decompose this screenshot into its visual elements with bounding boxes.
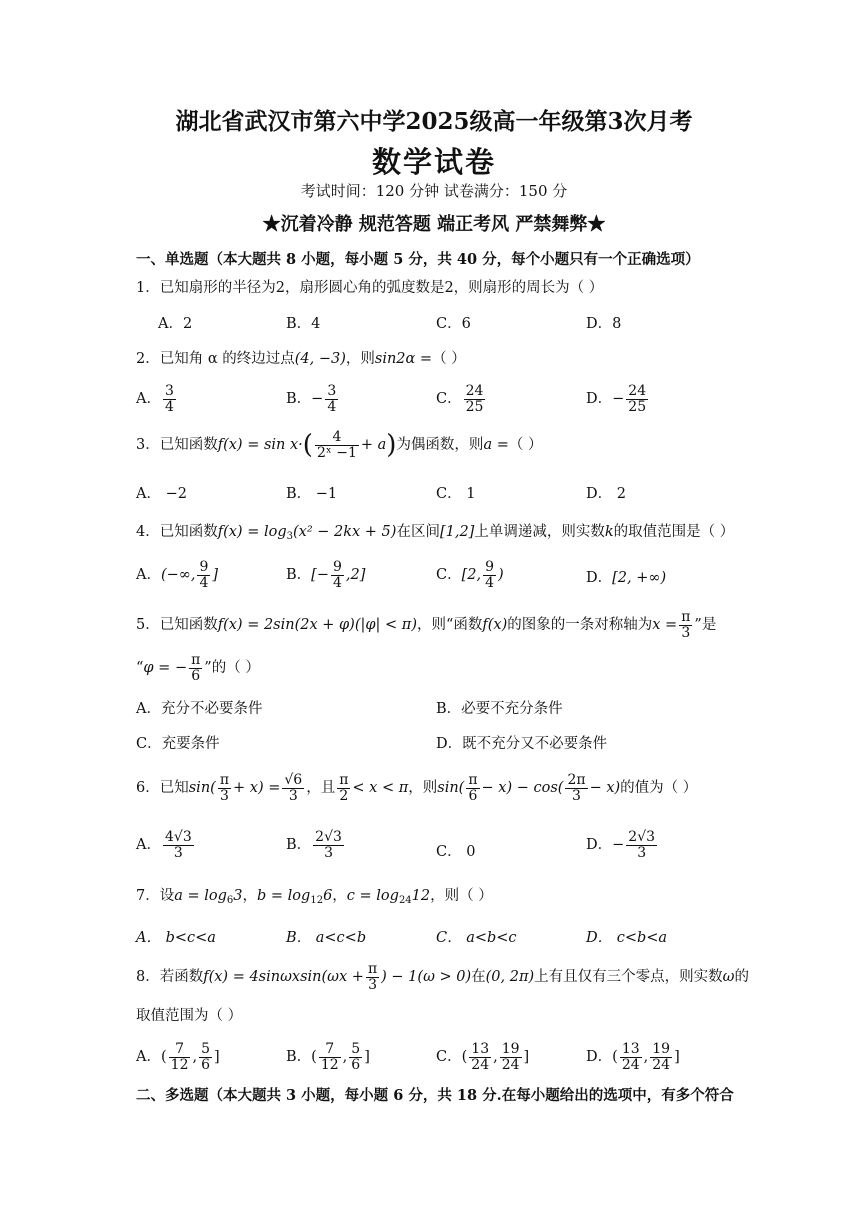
- q4-option-a-right: ]: [212, 567, 219, 584]
- q3-paren: （ ）: [508, 437, 543, 454]
- question-3-stem: [136, 430, 542, 460]
- question-2-stem: [136, 347, 466, 368]
- q8-option-a: A．( $\frac{7}{12}$ , $\frac{5}{6}$ ]: [136, 1041, 220, 1073]
- q6-frac-r-num: √6: [284, 772, 303, 788]
- q4-option-c: [436, 560, 504, 590]
- q6-cond-prefix: ，且: [306, 780, 336, 797]
- q2-option-d: [586, 384, 650, 414]
- q6-option-d-den: 3: [637, 844, 647, 861]
- q6-option-a-num: 4√3: [164, 829, 192, 845]
- q8-option-a-n1: 7: [169, 1042, 191, 1058]
- q8-option-b-n2: 5: [351, 1041, 361, 1057]
- q4-option-c-num: 9: [485, 559, 495, 575]
- q8-option-b-label: B．: [286, 1049, 312, 1066]
- q8-option-a-d2: 6: [201, 1056, 211, 1073]
- q8-option-a-frac2: [199, 1042, 212, 1072]
- q6-option-a-den: 3: [173, 844, 183, 861]
- q2-option-d-fraction: [626, 384, 648, 414]
- q3-fraction: [315, 430, 359, 460]
- q4-stem-mid: 在区间: [396, 524, 440, 540]
- q6-frac-d-num: 2π: [567, 772, 586, 788]
- q3-function: f(x) = sin x·: [217, 437, 303, 454]
- q5-stem-end: ”是: [694, 617, 717, 634]
- q5-x-eq: x =: [652, 617, 678, 634]
- q2-option-a-den: 4: [164, 398, 174, 415]
- q4-option-a-num: 9: [199, 559, 209, 575]
- q8-option-a-label: A．: [136, 1049, 161, 1066]
- q3-option-c: C． 1: [436, 486, 476, 502]
- q5-phi-den: 6: [191, 667, 201, 684]
- q6-frac-r-den: 3: [288, 787, 298, 804]
- q5-option-a: A．充分不必要条件: [136, 701, 263, 717]
- q5-phi-num: π: [191, 652, 201, 668]
- q6-option-d-label: D．: [586, 837, 613, 854]
- q3-stem-suffix: 为偶函数，则: [396, 437, 484, 454]
- q6-option-d-fraction: [626, 830, 657, 860]
- section1-heading: 一、单选题（本大题共 8 小题，每小题 5 分，共 40 分，每个小题只有一个正确选项）: [136, 251, 700, 268]
- q7-option-c: C． a<b<c: [436, 930, 517, 946]
- q4-k: k: [604, 524, 614, 540]
- q7-option-d: D． c<b<a: [586, 930, 668, 946]
- q2-option-d-label: D．: [586, 391, 613, 408]
- q6-sin2: sin(: [437, 780, 465, 797]
- q8-option-c-right: ]: [523, 1049, 530, 1066]
- q8-stem-mid: 在: [471, 969, 486, 986]
- q8-option-c: C．( $\frac{13}{24}$ , $\frac{19}{24}$ ]: [436, 1041, 530, 1073]
- q6-option-a-label: A．: [136, 837, 161, 854]
- q6-option-b-den: 3: [324, 844, 333, 861]
- q6-frac-a-den: 3: [219, 787, 229, 804]
- q5-line2-suffix: ”的（ ）: [204, 660, 260, 677]
- q7-a-arg: 3: [233, 888, 243, 904]
- q4-stem-prefix: 4．已知函数: [136, 524, 218, 540]
- q8-option-c-d1: 24: [471, 1056, 490, 1073]
- q4-stem-suffix: 上单调递减，则实数: [474, 524, 605, 540]
- q8-function-rest: ) − 1(ω > 0): [381, 969, 472, 986]
- q5-stem-mid2: 的图象的一条对称轴为: [507, 617, 653, 634]
- q8-stem-suffix: 上有且仅有三个零点，则实数: [534, 969, 723, 986]
- q3-fraction-num: 4: [315, 430, 359, 446]
- q2-option-c-fraction: [464, 384, 486, 414]
- q2-option-b-fraction: [325, 384, 338, 414]
- q5-axis-num: π: [681, 609, 691, 625]
- q8-option-c-frac1: [469, 1042, 491, 1072]
- q7-stem-end: ，则（ ）: [430, 888, 493, 904]
- q8-option-b-frac2: [349, 1042, 362, 1072]
- q6-sin-open: sin(: [188, 780, 216, 797]
- q7-option-b: B． a<c<b: [286, 930, 367, 946]
- q4-option-c-label: C．: [436, 567, 462, 584]
- q6-cond: < x < π: [352, 780, 409, 797]
- q8-option-d-n1: 13: [621, 1041, 640, 1057]
- q6-plus-x: + x) =: [233, 780, 281, 797]
- q4-option-b-fraction: [331, 560, 344, 590]
- q4-option-b-num: 9: [332, 559, 342, 575]
- question-6-stem: [136, 773, 697, 803]
- q6-option-d-num: 2√3: [628, 829, 656, 845]
- q6-close: − x): [589, 780, 621, 797]
- q2-option-a-num: 3: [164, 383, 174, 399]
- q4-stem-end: 的取值范围是（ ）: [613, 524, 735, 540]
- q5-stem-mid: ，则“函数: [416, 617, 483, 634]
- q4-option-b-left: [−: [311, 567, 329, 584]
- q5-function: f(x) = 2sin(2x + φ)(|φ| < π): [217, 617, 417, 634]
- exam-slogan: ★沉着冷静 规范答题 端正考风 严禁舞弊★: [262, 214, 606, 235]
- q6-frac-a: [218, 773, 231, 803]
- q8-option-d-frac1: [620, 1042, 642, 1072]
- q2-option-d-num: 24: [628, 383, 647, 399]
- q2-option-b-den: 4: [327, 398, 337, 415]
- q5-option-c: C．充要条件: [136, 736, 220, 752]
- q8-option-b: B．( $\frac{7}{12}$ , $\frac{5}{6}$ ]: [286, 1041, 370, 1073]
- q8-option-d: D．( $\frac{13}{24}$ , $\frac{19}{24}$ ]: [586, 1041, 680, 1073]
- q4-function: f(x) = log: [217, 524, 287, 540]
- q4-option-c-right: ): [498, 567, 504, 584]
- q8-option-c-n1: 13: [471, 1041, 490, 1057]
- question-7-stem: [136, 884, 493, 906]
- q8-option-b-n1: 7: [319, 1042, 341, 1058]
- q2-option-b: [286, 384, 340, 414]
- q6-option-a: [136, 830, 196, 860]
- q6-frac-d: [565, 773, 587, 803]
- q6-frac-a-num: π: [219, 772, 230, 788]
- q8-option-d-frac2: [650, 1042, 672, 1072]
- q7-sep2: ，: [332, 888, 347, 904]
- q4-option-c-den: 4: [485, 574, 495, 591]
- q4-log-base: 3: [286, 531, 293, 542]
- q4-option-d: [586, 566, 666, 587]
- q7-b-def: b = log: [257, 888, 311, 904]
- q3-fraction-den: 2ˣ −1: [316, 444, 357, 461]
- q7-sep1: ，: [242, 888, 258, 904]
- q6-option-d-sign: −: [612, 837, 625, 854]
- q7-a-base: 6: [226, 895, 234, 906]
- q6-stem-prefix: 6．已知: [136, 780, 189, 797]
- q6-frac-b: [466, 773, 479, 803]
- q8-pi-den: 3: [368, 976, 378, 993]
- q6-option-d: [586, 830, 659, 860]
- q4-option-c-left: [2,: [461, 567, 482, 584]
- q7-b-arg: 6: [323, 888, 333, 904]
- q1-option-c: C．6: [436, 316, 471, 332]
- q4-option-d-value: [2, +∞): [612, 570, 667, 586]
- q8-option-c-left: (: [461, 1049, 468, 1066]
- q8-option-a-right: ]: [214, 1049, 220, 1066]
- q6-option-a-fraction: [163, 830, 194, 860]
- q2-stem-prefix: 2．已知角 α 的终边过点: [136, 351, 295, 367]
- q7-c-def: c = log: [346, 888, 399, 904]
- q8-option-b-left: (: [311, 1049, 317, 1066]
- question-8-stem: [136, 962, 749, 992]
- question-5-stem: [136, 610, 716, 640]
- q8-option-d-label: D．: [586, 1049, 613, 1066]
- q2-option-c-label: C．: [436, 391, 462, 408]
- q6-option-b-fraction: [313, 830, 344, 860]
- q1-option-a: A．2: [158, 316, 193, 332]
- q4-option-a-label: A．: [136, 567, 161, 584]
- q7-option-a: A． b<c<a: [136, 930, 216, 946]
- q4-option-b-right: ,2]: [345, 567, 366, 584]
- q8-option-d-left: (: [612, 1049, 618, 1066]
- q8-interval: (0, 2π): [485, 969, 535, 986]
- q1-option-b: B．4: [286, 316, 321, 332]
- q4-option-a-fraction: [197, 560, 210, 590]
- q8-option-b-right: ]: [364, 1049, 370, 1066]
- q5-axis-fraction: [679, 610, 692, 640]
- question-4-stem: [136, 520, 734, 542]
- q6-frac-c-den: 2: [339, 787, 349, 804]
- q8-option-d-right: ]: [674, 1049, 680, 1066]
- q6-option-b: [286, 830, 346, 860]
- exam-info: 考试时间：120 分钟 试卷满分：150 分: [300, 182, 568, 200]
- q6-stem-end: 的值为（ ）: [620, 780, 698, 797]
- q1-option-d: D．8: [586, 316, 622, 332]
- q4-option-d-label: D．: [586, 570, 613, 586]
- q4-interval: [1,2]: [439, 524, 475, 540]
- q8-option-a-d1: 12: [170, 1056, 189, 1073]
- question-5-stem-line2: [136, 653, 260, 683]
- question-1-stem: 1．已知扇形的半径为2，扇形圆心角的弧度数是2，则扇形的周长为（ ）: [136, 280, 604, 296]
- q3-stem-prefix: 3．已知函数: [136, 437, 218, 454]
- q2-stem-mid: ，则: [345, 351, 375, 367]
- q4-option-a-left: (−∞,: [160, 567, 196, 584]
- q6-minus-cos: − x) − cos(: [481, 780, 564, 797]
- q2-option-b-num: 3: [327, 383, 337, 399]
- q2-option-d-sign: −: [612, 391, 625, 408]
- q6-frac-c-num: π: [339, 772, 349, 788]
- q8-option-a-left: (: [160, 1049, 167, 1066]
- q8-option-b-d1: 12: [320, 1056, 339, 1073]
- q6-then: ，则: [408, 780, 438, 797]
- q4-option-c-fraction: [483, 560, 496, 590]
- q8-function: f(x) = 4sinωxsin(ωx +: [203, 969, 364, 986]
- q8-option-b-d2: 6: [351, 1056, 361, 1073]
- q2-option-c-den: 25: [465, 398, 484, 415]
- q8-option-d-d2: 24: [652, 1056, 671, 1073]
- q8-option-c-frac2: [500, 1042, 522, 1072]
- q5-phi-eq: φ = −: [143, 660, 188, 677]
- q8-option-c-n2: 19: [501, 1041, 520, 1057]
- q8-option-c-d2: 24: [501, 1056, 520, 1073]
- q8-omega: ω: [722, 969, 735, 986]
- q3-plus-a: + a: [360, 437, 387, 454]
- q3-a-eq: a =: [483, 437, 509, 454]
- q7-stem-prefix: 7．设: [136, 888, 175, 904]
- q2-option-a-fraction: [163, 384, 176, 414]
- q6-frac-r: [282, 773, 304, 803]
- q2-option-a: [136, 384, 178, 414]
- q6-frac-b-den: 6: [468, 787, 478, 804]
- exam-title-line1: 湖北省武汉市第六中学2025级高一年级第3次月考: [175, 108, 693, 135]
- q3-close-paren: ): [386, 430, 397, 461]
- exam-title-line2: 数学试卷: [371, 145, 496, 179]
- q2-option-c-num: 24: [465, 383, 484, 399]
- q2-option-d-den: 25: [628, 398, 647, 415]
- q5-option-d: D．既不充分又不必要条件: [436, 736, 608, 752]
- q5-axis-den: 3: [681, 624, 691, 641]
- q8-option-b-frac1: [319, 1042, 341, 1072]
- q6-option-b-num: 2√3: [315, 829, 342, 845]
- q6-option-c: C． 0: [436, 844, 476, 860]
- q8-option-a-n2: 5: [201, 1041, 211, 1057]
- q8-option-a-frac1: [169, 1042, 191, 1072]
- q5-phi-fraction: [189, 653, 202, 683]
- q8-stem-prefix: 8．若函数: [136, 969, 204, 986]
- q4-option-a: [136, 560, 218, 590]
- q2-stem-suffix: （ ）: [432, 351, 466, 367]
- q8-pi-num: π: [367, 961, 378, 977]
- q2-option-c: [436, 384, 487, 414]
- q5-option-b: B．必要不充分条件: [436, 701, 563, 717]
- q4-option-a-den: 4: [199, 574, 209, 591]
- q8-pi-fraction: [366, 962, 379, 992]
- q3-option-b: B． −1: [286, 486, 338, 502]
- q8-option-c-label: C．: [436, 1049, 462, 1066]
- q5-stem-prefix: 5．已知函数: [136, 617, 218, 634]
- q3-option-a: A． −2: [136, 486, 187, 502]
- q7-a-def: a = log: [174, 888, 227, 904]
- q6-option-b-label: B．: [286, 837, 312, 854]
- q2-point: (4, −3): [294, 351, 346, 367]
- q8-option-d-d1: 24: [621, 1056, 640, 1073]
- q6-frac-b-num: π: [468, 772, 478, 788]
- q6-frac-d-den: 3: [572, 787, 581, 804]
- q4-option-b-den: 4: [332, 574, 342, 591]
- q7-b-base: 12: [310, 895, 324, 906]
- q2-option-b-label: B．: [286, 391, 312, 408]
- q8-option-d-n2: 19: [652, 1041, 671, 1057]
- q4-log-arg: (x² − 2kx + 5): [292, 524, 397, 540]
- q2-option-a-label: A．: [136, 391, 161, 408]
- q3-open-paren: (: [302, 430, 313, 461]
- q7-c-base: 24: [398, 895, 412, 906]
- q2-option-b-sign: −: [311, 391, 324, 408]
- q6-frac-c: [337, 773, 350, 803]
- section2-heading: 二、多选题（本大题共 3 小题，每小题 6 分，共 18 分.在每小题给出的选项中，有多个符合: [136, 1087, 734, 1104]
- q5-line2-prefix: “: [136, 660, 144, 677]
- q2-expr: sin2α =: [374, 351, 433, 367]
- q5-function-ref: f(x): [482, 617, 508, 634]
- q8-stem-end: 的: [734, 969, 749, 986]
- q4-option-b: [286, 560, 365, 590]
- question-8-stem-line2: 取值范围为（ ）: [136, 1008, 243, 1024]
- q4-option-b-label: B．: [286, 567, 312, 584]
- q3-option-d: D． 2: [586, 486, 626, 502]
- q7-c-arg: 12: [411, 888, 431, 904]
